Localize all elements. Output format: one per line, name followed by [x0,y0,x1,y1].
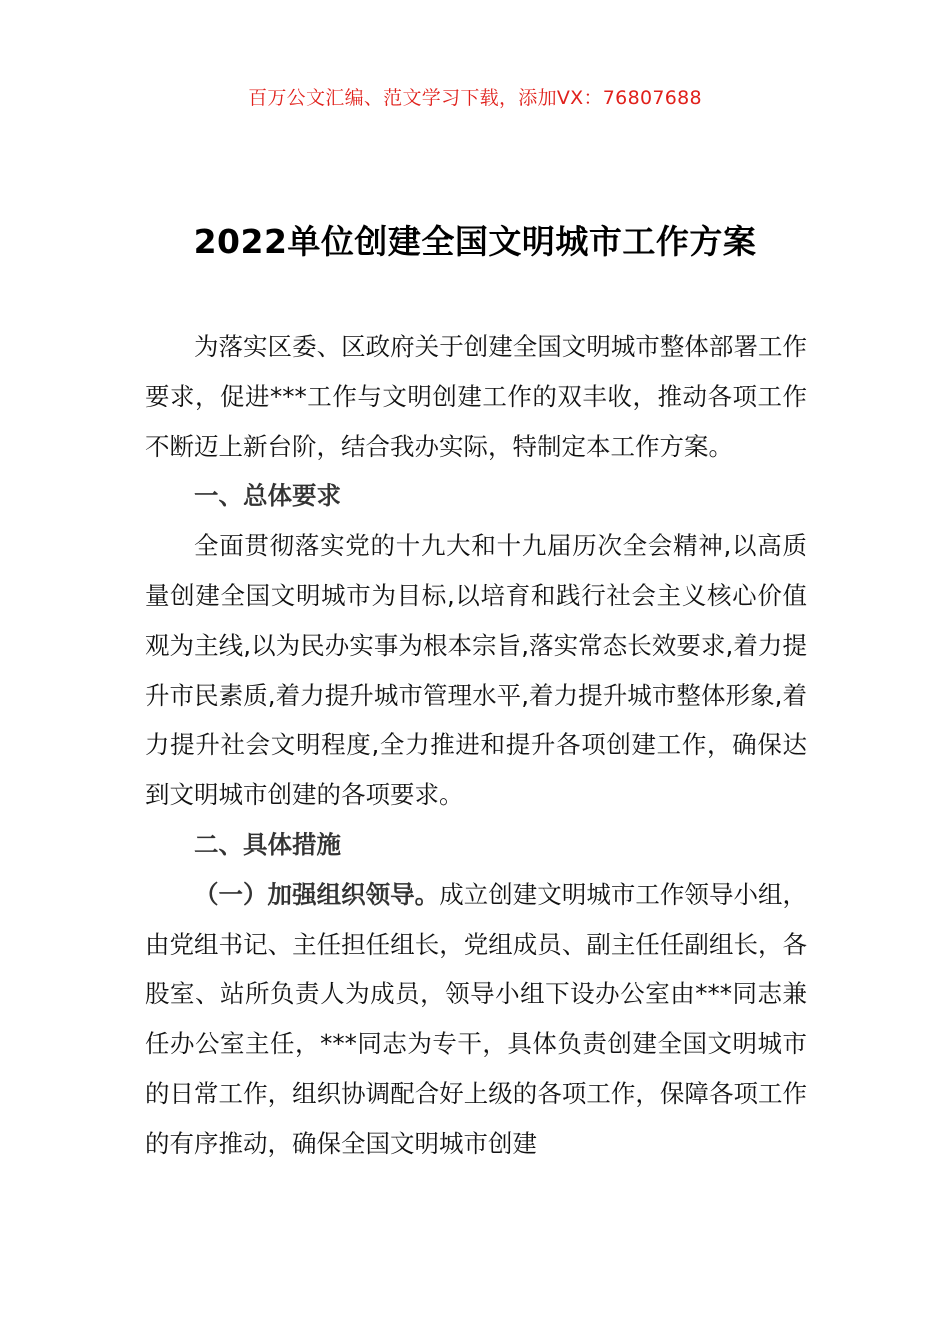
document-title: 2022单位创建全国文明城市工作方案 [193,222,757,262]
document-body [145,322,807,1169]
measure-item-body: 成立创建文明城市工作领导小组，由党组书记、主任担任组长，党组成员、副主任任副组长，各股室、站所负责人为成员，领导小组下设办公室由***同志兼任办公室主任，***同志为专干，具体负责创建全国文明城市的日常工作，组织协调配合好上级的各项工作，保障各项工作的有序推动，确保全国文明城市创建 [145,879,808,1158]
general-requirements-paragraph: 全面贯彻落实党的十九大和十九届历次全会精神,以高质量创建全国文明城市为目标,以培育和践行社会主义核心价值观为主线,以为民办实事为根本宗旨,落实常态长效要求,着力提升市民素质,着力提升城市管理水平,着力提升城市整体形象,着力提升社会文明程度,全力推进和提升各项创建工作，确保达到文明城市创建的各项要求。 [145,531,807,810]
intro-paragraph: 为落实区委、区政府关于创建全国文明城市整体部署工作要求，促进***工作与文明创建工作的双丰收，推动各项工作不断迈上新台阶，结合我办实际，特制定本工作方案。 [145,332,807,461]
section-heading-specific-measures: 二、具体措施 [194,829,341,859]
watermark-header-note: 百万公文汇编、范文学习下载，添加VX：76807688 [248,87,702,109]
measure-item-lead: （一）加强组织领导。 [194,879,440,909]
measure-item-paragraph [145,870,807,1169]
section-heading-general-requirements: 一、总体要求 [194,481,341,511]
